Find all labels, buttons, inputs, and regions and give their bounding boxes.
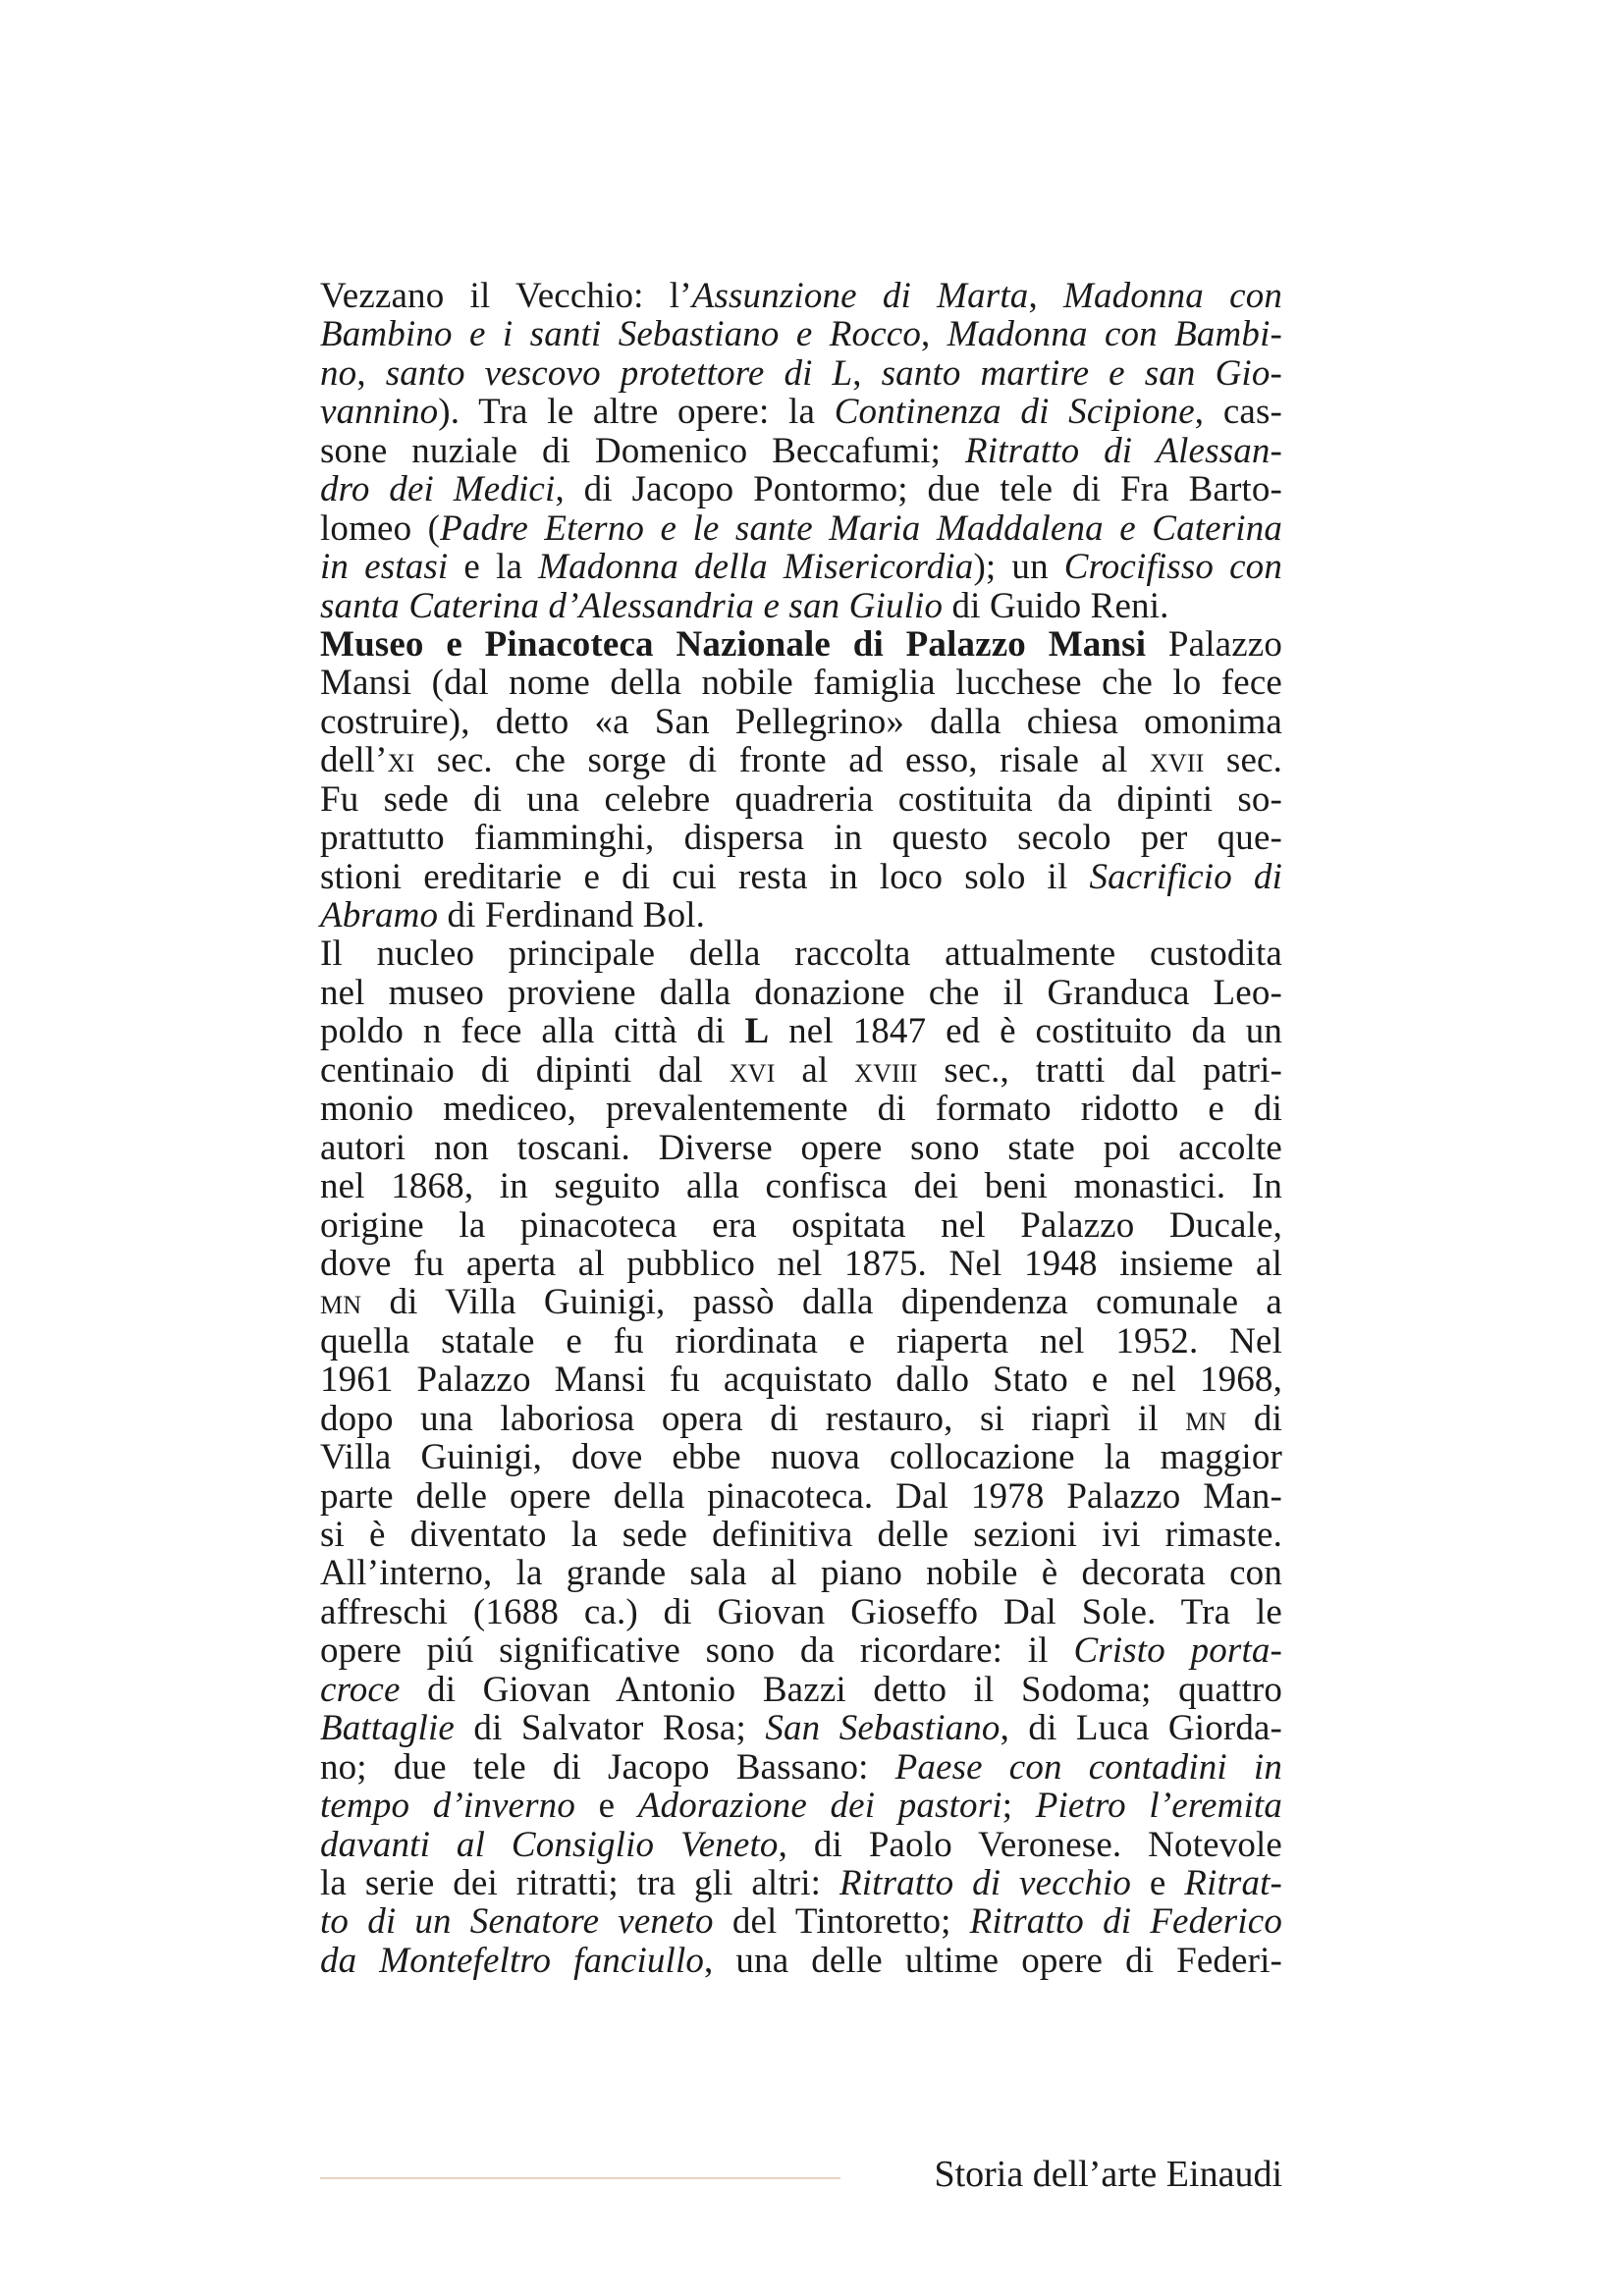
text-line — [320, 1516, 1282, 1554]
text-line — [320, 1400, 1282, 1438]
text-line — [320, 664, 1282, 702]
italic-text: Abramo — [320, 895, 439, 935]
text-line — [320, 1554, 1282, 1592]
text-segment: autori non toscani. Diverse opere sono state poi accolte — [320, 1127, 1282, 1168]
text-segment: monio mediceo, prevalentemente di formato ridotto e di — [320, 1089, 1282, 1130]
text-segment: , — [356, 352, 386, 394]
text-segment: quella statale e fu riordinata e riaperta nel 1952. Nel — [320, 1320, 1282, 1362]
text-segment: centinaio di dipinti dal — [320, 1049, 730, 1091]
text-line — [320, 1787, 1282, 1825]
italic-text: santo vescovo protettore di L — [385, 352, 853, 394]
italic-text: Continenza di Scipione — [834, 392, 1195, 433]
text-line — [320, 1090, 1282, 1128]
italic-text: to di un Senatore veneto — [320, 1901, 714, 1943]
italic-text: Adorazione dei pastori — [637, 1786, 1002, 1827]
text-segment: dove fu aperta al pubblico nel 1875. Nel 1948 insieme al — [320, 1243, 1282, 1284]
text-segment: Villa Guinigi, dove ebbe nuova collocazione la maggior — [320, 1437, 1282, 1478]
italic-text: dro dei Medici — [320, 469, 556, 510]
text-segment: , — [852, 352, 882, 394]
text-segment: e la — [448, 547, 539, 588]
small-caps-text: mn — [1185, 1398, 1227, 1439]
italic-text: Cristo porta- — [1073, 1630, 1282, 1672]
text-segment: di — [1226, 1398, 1282, 1439]
italic-text: Ritratto di Alessan- — [964, 430, 1282, 471]
text-segment: sec. — [1204, 740, 1283, 781]
text-segment: opere piú significative sono da ricordare: il — [320, 1630, 1074, 1672]
italic-text: Sacrificio di — [1089, 856, 1283, 897]
text-line — [320, 1593, 1282, 1631]
text-segment: Vezzano il Vecchio: l’ — [320, 276, 692, 316]
text-segment: , di Jacopo Pontormo; due tele di Fra Barto- — [555, 469, 1282, 510]
text-line — [320, 858, 1282, 896]
text-segment: , di Luca Giorda- — [1000, 1708, 1283, 1749]
text-segment: sec., tratti dal patri- — [917, 1049, 1282, 1091]
small-caps-text: xvii — [1150, 740, 1205, 781]
body-text — [320, 277, 1282, 1980]
text-line — [320, 741, 1282, 779]
text-line — [320, 1748, 1282, 1787]
text-line — [320, 1051, 1282, 1090]
text-segment: di Salvator Rosa; — [455, 1708, 766, 1749]
text-line — [320, 277, 1282, 315]
italic-text: no — [320, 352, 357, 394]
text-line — [320, 896, 1282, 934]
italic-text: in estasi — [320, 547, 449, 588]
text-line — [320, 1438, 1282, 1476]
italic-text: Bambino e i santi Sebastiano e Rocco — [320, 314, 922, 355]
text-segment: ; — [1001, 1786, 1036, 1827]
text-segment: di Villa Guinigi, passò dalla dipendenza comunale a — [361, 1282, 1282, 1323]
text-segment: lomeo ( — [320, 507, 441, 549]
italic-text: Ritrat- — [1184, 1862, 1283, 1903]
text-segment: Fu sede di una celebre quadreria costituita da dipinti so- — [320, 778, 1282, 820]
text-segment: Il nucleo principale della raccolta attualmente custodita — [320, 934, 1282, 975]
text-line — [320, 393, 1282, 431]
text-segment: Mansi (dal nome della nobile famiglia lucchese che lo fece — [320, 663, 1282, 704]
text-line — [320, 1129, 1282, 1167]
text-line — [320, 974, 1282, 1012]
text-line — [320, 509, 1282, 548]
italic-text: vannino — [320, 392, 439, 433]
italic-text: Madonna con Bambi- — [947, 314, 1282, 355]
text-segment: del Tintoretto; — [713, 1901, 970, 1943]
text-segment: , — [1028, 276, 1064, 316]
text-line — [320, 780, 1282, 819]
text-segment: origine la pinacoteca era ospitata nel Palazzo Ducale, — [320, 1204, 1282, 1246]
text-segment: affreschi (1688 ca.) di Giovan Gioseffo Dal Sole. Tra le — [320, 1591, 1282, 1632]
text-segment: la serie dei ritratti; tra gli altri: — [320, 1862, 839, 1903]
text-segment: sec. che sorge di fronte ad esso, risale al — [414, 740, 1150, 781]
text-segment: nel 1847 ed è costituito da un — [769, 1011, 1282, 1052]
text-segment: prattutto fiamminghi, dispersa in questo secolo per que- — [320, 818, 1282, 859]
text-segment: al — [775, 1049, 855, 1091]
text-line — [320, 548, 1282, 586]
text-segment: poldo n fece alla città di — [320, 1011, 745, 1052]
text-line — [320, 1709, 1282, 1747]
text-line — [320, 1902, 1282, 1941]
text-segment: stioni ereditarie e di cui resta in loco solo il — [320, 856, 1090, 897]
italic-text: Padre Eterno e le sante Maria Maddalena e Caterina — [440, 507, 1282, 549]
text-line — [320, 1361, 1282, 1399]
small-caps-text: mn — [320, 1282, 362, 1323]
text-line — [320, 1864, 1282, 1902]
text-line — [320, 1631, 1282, 1670]
italic-text: Crocifisso con — [1063, 547, 1282, 588]
text-segment: costruire), detto «a San Pellegrino» dalla chiesa omonima — [320, 701, 1282, 742]
text-line — [320, 354, 1282, 393]
text-segment: dopo una laboriosa opera di restauro, si riaprì il — [320, 1398, 1186, 1439]
small-caps-text: xvi — [729, 1049, 776, 1091]
italic-text: Ritratto di vecchio — [839, 1862, 1132, 1903]
text-line — [320, 625, 1282, 664]
italic-text: davanti al Consiglio Veneto — [320, 1824, 779, 1865]
italic-text: croce — [320, 1669, 401, 1710]
italic-text: Madonna con — [1063, 276, 1282, 316]
text-segment: ); un — [973, 547, 1064, 588]
italic-text: Madonna della Misericordia — [538, 547, 974, 588]
text-segment: no; due tele di Jacopo Bassano: — [320, 1746, 895, 1788]
text-line — [320, 470, 1282, 508]
text-line — [320, 1206, 1282, 1245]
italic-text: santo martire e san Gio- — [881, 352, 1282, 394]
text-segment: di Guido Reni. — [943, 585, 1169, 626]
text-line — [320, 703, 1282, 741]
text-segment: 1961 Palazzo Mansi fu acquistato dallo Stato e nel 1968, — [320, 1360, 1282, 1401]
text-segment: , una delle ultime opere di Federi- — [704, 1940, 1282, 1981]
text-segment: ). Tra le altre opere: la — [438, 392, 835, 433]
italic-text: da Montefeltro fanciullo — [320, 1940, 705, 1981]
text-segment: , — [921, 314, 947, 355]
italic-text: tempo d’inverno — [320, 1786, 575, 1827]
text-segment: di Ferdinand Bol. — [438, 895, 706, 935]
italic-text: San Sebastiano — [765, 1708, 1001, 1749]
text-segment: e — [1131, 1862, 1185, 1903]
small-caps-text: xi — [387, 740, 415, 781]
text-segment: , cas- — [1194, 392, 1282, 433]
text-line — [320, 1283, 1282, 1321]
text-segment: , di Paolo Veronese. Notevole — [778, 1824, 1282, 1865]
italic-text: Pietro l’eremita — [1035, 1786, 1282, 1827]
text-line — [320, 1245, 1282, 1283]
text-segment: All’interno, la grande sala al piano nobile è decorata con — [320, 1553, 1282, 1594]
footer-title: Storia dell’arte Einaudi — [934, 2154, 1282, 2195]
text-line — [320, 315, 1282, 353]
text-segment: e — [574, 1786, 638, 1827]
italic-text: Paese con contadini in — [894, 1746, 1283, 1788]
small-caps-text: xviii — [854, 1049, 918, 1091]
text-line — [320, 432, 1282, 470]
text-line — [320, 1671, 1282, 1709]
text-line — [320, 1826, 1282, 1864]
text-segment: sone nuziale di Domenico Beccafumi; — [320, 430, 965, 471]
text-line — [320, 1012, 1282, 1050]
text-line — [320, 1167, 1282, 1205]
text-segment: parte delle opere della pinacoteca. Dal 1978 Palazzo Man- — [320, 1475, 1282, 1517]
text-segment: Palazzo — [1146, 623, 1282, 665]
text-line — [320, 1942, 1282, 1980]
italic-text: santa Caterina d’Alessandria e san Giulio — [320, 585, 944, 626]
text-segment: nel 1868, in seguito alla confisca dei beni monastici. In — [320, 1166, 1282, 1207]
italic-text: Assunzione di Marta — [691, 276, 1029, 316]
bold-text: L — [744, 1011, 770, 1052]
text-line — [320, 819, 1282, 857]
text-line — [320, 1322, 1282, 1361]
italic-text: Ritratto di Federico — [969, 1901, 1283, 1943]
bold-text: Museo e Pinacoteca Nazionale di Palazzo Mansi — [320, 623, 1147, 665]
text-line — [320, 934, 1282, 973]
text-segment: nel museo proviene dalla donazione che il Granduca Leo- — [320, 972, 1282, 1013]
footer-rule — [320, 2177, 840, 2179]
text-segment: di Giovan Antonio Bazzi detto il Sodoma; quattro — [400, 1669, 1282, 1710]
text-line — [320, 587, 1282, 625]
text-segment: dell’ — [320, 740, 388, 781]
text-segment: si è diventato la sede definitiva delle sezioni ivi rimaste. — [320, 1515, 1282, 1555]
italic-text: Battaglie — [320, 1708, 455, 1749]
text-line — [320, 1477, 1282, 1516]
